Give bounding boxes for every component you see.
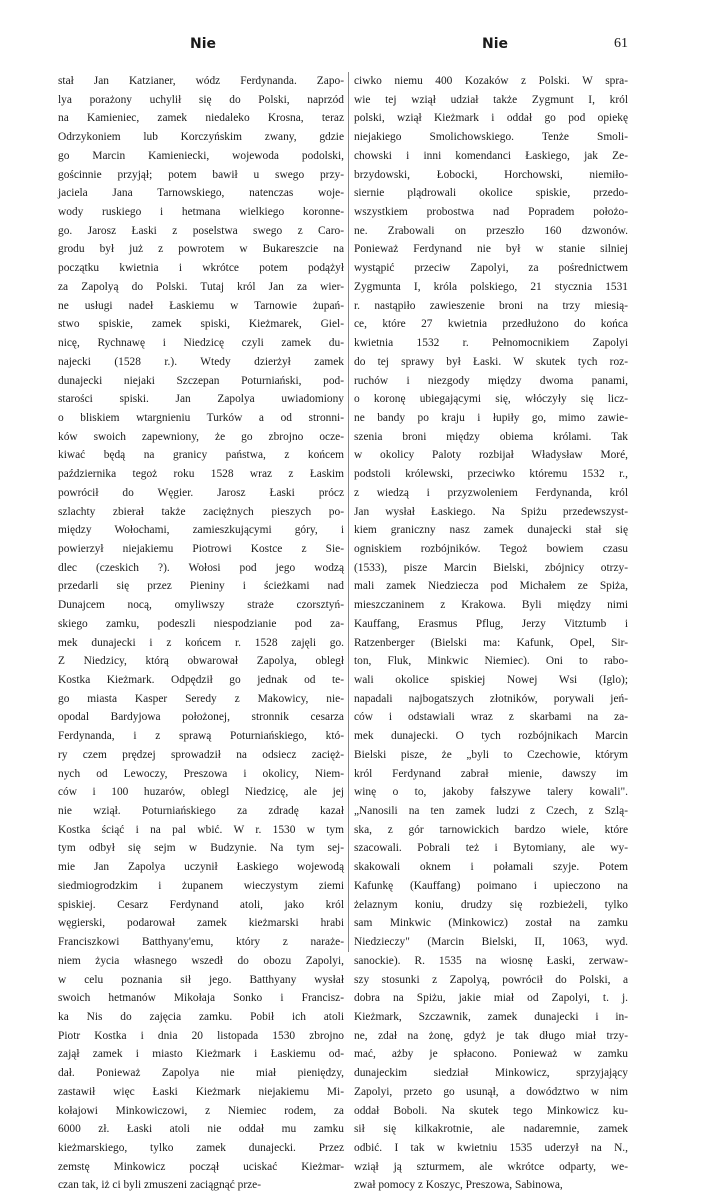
text-line: Zapolyi, przeto go usunął, a dowództwo w nim xyxy=(354,1085,628,1098)
text-line: ne usługi nadeł Łaskiemu w Tarnowie żupań- xyxy=(58,299,344,312)
text-line: Kauffang, Erasmus Pflug, Jerzy Vitztumb i xyxy=(354,617,628,630)
text-line: zajął zamek i miasto Kieżmark i Łaskiemu od- xyxy=(58,1048,344,1061)
text-line: siernie plądrowali okolice spiskie, przedo- xyxy=(354,187,628,200)
text-line: napadali najbogatszych złotników, porywali jeń- xyxy=(354,692,628,705)
text-line: dunajeckim siedział Minkowicz, sprzyjający xyxy=(354,1067,628,1080)
text-line: niejakiego Smolichowskiego. Tenże Smoli- xyxy=(354,131,628,144)
text-line: dunajecki niejaki Szczepan Poturniański, pod- xyxy=(58,374,344,387)
text-line: za Zapolyą do Polski. Tutaj król Jan za wier- xyxy=(58,280,344,293)
text-line: opodal Bardyjowa położonej, stronnik cesarza xyxy=(58,711,344,724)
text-line: król Ferdynand zabrał mienie, dawszy im xyxy=(354,767,628,780)
text-line: stwo spiskie, zamek spiski, Kieżmarek, Giel- xyxy=(58,318,344,331)
text-line: kiwać będą na granicy państwa, z końcem xyxy=(58,449,344,462)
text-line: wszystkiem probostwa nad Popradem położo- xyxy=(354,206,628,219)
text-line: ce, które 27 kwietnia przedłużono do końca xyxy=(354,318,628,331)
text-line: dlec (czeskich ?). Wołosi pod jego wodzą xyxy=(58,561,344,574)
text-line: Ferdynanda, i z sprawą Poturniańskiego, któ- xyxy=(58,730,344,743)
text-line: sanockie). R. 1535 na wiosnę Łaski, zerwaw- xyxy=(354,954,628,967)
text-line: powrócił do Węgier. Jarosz Łaski prócz xyxy=(58,486,344,499)
text-line: gościnnie przyjął; potem bawił u swego przy- xyxy=(58,168,344,181)
text-line: grodu był już z powrotem w Bukareszcie na xyxy=(58,243,344,256)
text-line: jaciela Jana Tarnowskiego, natenczas woje- xyxy=(58,187,344,200)
text-line: wie tej wziął udział także Zygmunt I, król xyxy=(354,93,628,106)
text-line: mali zamek Niedziecza pod Michałem ze Spiża, xyxy=(354,580,628,593)
text-line: o koronę ubiegającymi się, włóczyły się licz- xyxy=(354,393,628,406)
text-line: niem życia własnego wszedł do obozu Zapolyi, xyxy=(58,954,344,967)
text-line: Jan wysłał Łaskiego. Na Spiżu przedewszyst- xyxy=(354,505,628,518)
text-line: zemstę Minkowicz począł uciskać Kieżmar- xyxy=(58,1160,344,1173)
text-line: „Nanosili na ten zamek ludzi z Czech, z Szlą- xyxy=(354,805,628,818)
text-line: z wiedzą i przyzwoleniem Ferdynanda, król xyxy=(354,486,628,499)
text-line: kiem graniczny nasz zamek dunajecki stał się xyxy=(354,524,628,537)
text-line: szenia broni między obiema królami. Tak xyxy=(354,430,628,443)
text-column-right xyxy=(354,72,628,1195)
text-line: ne bandy po kraju i łupiły go, mimo zawie- xyxy=(354,411,628,424)
text-line: ców i 100 huzarów, oblegl Niedzicę, ale jej xyxy=(58,786,344,799)
text-line: Franciszkowi Batthyany'emu, który z naraże- xyxy=(58,936,344,949)
text-line: października tegoż roku 1528 wraz z Łaskim xyxy=(58,468,344,481)
text-line: kołajowi Minkowiczowi, z Niemiec rodem, za xyxy=(58,1104,344,1117)
text-line: r. nastąpiło zawieszenie broni na trzy miesią- xyxy=(354,299,628,312)
text-line: ne. Zrabowali on przeszło 160 dzwonów. xyxy=(354,224,628,237)
text-line: nych od Lewoczy, Preszowa i okolicy, Niem- xyxy=(58,767,344,780)
text-line: winę o to, jakoby fałszywe talery kowali". xyxy=(354,786,628,799)
text-line: czan tak, iż ci byli zmuszeni zaciągnąć prze- xyxy=(58,1179,262,1192)
text-line: na Kamieniec, zamek niedaleko Krosna, teraz xyxy=(58,112,344,125)
text-line: polski, wziął Kieżmark i oddał go pod opiekę xyxy=(354,112,628,125)
text-line: Zygmunta I, króla polskiego, 21 stycznia 1531 xyxy=(354,280,628,293)
text-line: powierzył niejakiemu Piotrowi Kostce z Sie- xyxy=(58,542,344,555)
text-line: Kieżmark, Szczawnik, zamek dunajecki i in- xyxy=(354,1010,628,1023)
text-line: szacowali. Pobrali też i Bytomiany, ale wy- xyxy=(354,842,628,855)
text-line: ciwko niemu 400 Kozaków z Polski. W spra- xyxy=(354,75,628,87)
text-line: dobra na Spiżu, jakie miał od Zapolyi, t. j. xyxy=(354,992,628,1005)
text-line: oddał Boboli. Na skutek tego Minkowicz ku- xyxy=(354,1104,628,1117)
text-line: spiskiej. Cesarz Ferdynand atoli, jako król xyxy=(58,898,344,911)
page-number: 61 xyxy=(614,36,628,51)
text-line: nicę, Rychnawę i Niedzicę czyli zamek du- xyxy=(58,337,344,350)
text-line: (1533), pisze Marcin Bielski, zbójnicy otrzy- xyxy=(354,561,628,574)
text-line: Ponieważ Ferdynand nie był w stanie silniej xyxy=(354,243,628,256)
text-line: wali okolice spiskiej Nowej Wsi (Iglo); xyxy=(354,674,628,686)
text-line: mek dunajecki i z końcem r. 1528 zajęli go. xyxy=(58,636,344,649)
text-line: sam Minkwic (Minkowicz) został na zamku xyxy=(354,917,628,930)
text-line: wody ruskiego i hetmana wielkiego koronne- xyxy=(58,206,344,219)
text-line: Piotr Kostka i dnia 20 listopada 1530 zbrojno xyxy=(58,1029,344,1042)
text-line: o bliskiem wtargnieniu Turków a od stronni- xyxy=(58,411,344,424)
text-line: swoich hetmanów Mikołaja Sonko i Francisz- xyxy=(58,992,344,1005)
text-line: go Marcin Kamieniecki, wojewoda podolski, xyxy=(58,149,344,162)
text-line: kwietnia 1532 r. Pełnomocnikiem Zapolyi xyxy=(354,337,628,350)
text-line: chowski i inni komendanci Łaskiego, jak Ze- xyxy=(354,149,628,162)
text-line: brzydowski, Łobocki, Horchowski, niemiło- xyxy=(354,168,628,181)
text-line: sił się kilkakrotnie, ale nadaremnie, zamek xyxy=(354,1123,628,1136)
text-line: skakowali oknem i połamali szyje. Potem xyxy=(354,861,628,874)
text-line: w celu poznania sił jego. Batthyany wysłał xyxy=(58,973,344,986)
text-line: Bielski pisze, że „byli to Czechowie, którym xyxy=(354,748,628,761)
text-line: mek dunajecki. O tych rozbójnikach Marcin xyxy=(354,730,628,743)
text-line: lya porażony uchylił się do Polski, naprzód xyxy=(58,93,344,106)
text-line: go. Jarosz Łaski z poselstwa swego z Caro- xyxy=(58,224,344,237)
text-line: do tej sprawy był Łaski. W skutek tych roz- xyxy=(354,355,628,368)
text-line: ka Nis do zajęcia zamku. Pobił ich atoli xyxy=(58,1010,344,1023)
text-line: skiego zamku, podeszli niespodzianie pod za- xyxy=(58,617,344,630)
text-line: zastawił więc Łaski Kieżmark niejakiemu Mi- xyxy=(58,1085,344,1098)
text-column-left xyxy=(58,72,344,1195)
text-line: dał. Ponieważ Zapolya nie miał pieniędzy, xyxy=(58,1067,344,1080)
text-line: szy stosunki z Zapolyą, powrócił do Polski, a xyxy=(354,973,628,986)
text-line: mie Jan Zapolya uczynił Łaskiego wojewodą xyxy=(58,861,344,874)
text-line: Niedzieczy" (Marcin Bielski, II, 1063, wyd. xyxy=(354,936,628,949)
text-line: wziął ją szturmem, ale wkrótce odparty, we- xyxy=(354,1160,628,1173)
text-line: starości spiski. Jan Zapolya uwiadomiony xyxy=(58,393,344,406)
text-line: najecki (1528 r.). Wtedy dzierżył zamek xyxy=(58,355,344,368)
text-line: kieżmarskiego, tylko zamek dunajecki. Przez xyxy=(58,1141,344,1154)
text-line: Kostka ściąć i na pal wbić. W r. 1530 w tym xyxy=(58,823,344,836)
text-line: Ratzenberger (Bielski ma: Kafunk, Opel, Sir- xyxy=(354,636,628,649)
running-head-left: Nie xyxy=(190,36,217,52)
text-line: ton, Fluk, Minkwic Niemiec). Oni to rabo- xyxy=(354,655,628,668)
text-line: siedmiogrodzkim i żupanem wieczystym ziemi xyxy=(58,879,344,892)
text-line: ne, zdał na żonę, gdyż je tak długo miał trzy- xyxy=(354,1029,628,1042)
text-line: mieszczaninem z Krakowa. Byli między nimi xyxy=(354,599,628,612)
text-line: ruchów i niezgody między dwoma panami, xyxy=(354,374,628,387)
column-divider xyxy=(348,72,349,952)
text-line: początku kwietnia i wkrótce potem podążył xyxy=(58,262,344,275)
text-line: odbić. I tak w kwietniu 1535 uderzył na N., xyxy=(354,1141,628,1154)
text-line: między Wołochami, zamieszkującymi góry, i xyxy=(58,524,344,537)
text-line: ska, z gór tarnowickich bardzo wiele, które xyxy=(354,823,628,836)
text-line: wystąpić przeciw Zapolyi, za pośrednictwem xyxy=(354,262,628,275)
text-line: ków swoich zapewniony, że go zbrojno oczе- xyxy=(58,430,344,443)
text-line: ogniskiem rozbójników. Tegoż bowiem czasu xyxy=(354,542,628,555)
text-line: szlachty zbierał także zaciężnych pieszych po- xyxy=(58,505,344,518)
text-line: ców i odstawiali wraz z skarbami na za- xyxy=(354,711,628,724)
text-line: węgierski, podarował zamek kieżmarski hrabi xyxy=(58,917,344,930)
text-line: Kostka Kieżmark. Odpędził go jednak od te- xyxy=(58,674,344,686)
text-line: żelaznym koniu, drudzy się rozbieżeli, tylko xyxy=(354,898,628,911)
text-line: go miasta Kasper Seredy z Makowicy, nie- xyxy=(58,692,344,705)
text-line: Kafunkę (Kauffang) poimano i upieczono na xyxy=(354,879,628,892)
text-line: ry czem prędzej sprowadził na odsiecz zacięż- xyxy=(58,748,344,761)
text-line: nie wziął. Poturniańskiego za zdradę kazał xyxy=(58,805,344,818)
text-line: mać, ażby je spłacono. Ponieważ w zamku xyxy=(354,1048,628,1061)
running-head-center: Nie xyxy=(482,36,509,52)
text-line: 6000 zł. Łaski atoli nie oddał mu zamku xyxy=(58,1123,344,1136)
text-line: tym odbył się sejm w Budzynie. Na tym sej- xyxy=(58,842,344,855)
text-line: Dunajcem nocą, omyliwszy straże czorsztyń- xyxy=(58,599,344,612)
text-line: przedarli się przez Pieniny i ścieżkami nad xyxy=(58,580,344,593)
text-line: Odrzykoniem lub Korczyńskim zwany, gdzie xyxy=(58,131,344,144)
text-line: w okolicy Paloty rozbijał Władysław Moré, xyxy=(354,449,628,462)
text-line: podstoli królewski, przeciwko któremu 1532 r., xyxy=(354,468,628,481)
text-line: stał Jan Katzianer, wódz Ferdynanda. Zapo- xyxy=(58,75,344,87)
text-line: zwał pomocy z Koszyc, Preszowa, Sabinowa, xyxy=(354,1179,563,1192)
text-line: Z Niedzicy, którą obwarował Zapolya, obległ xyxy=(58,655,344,668)
